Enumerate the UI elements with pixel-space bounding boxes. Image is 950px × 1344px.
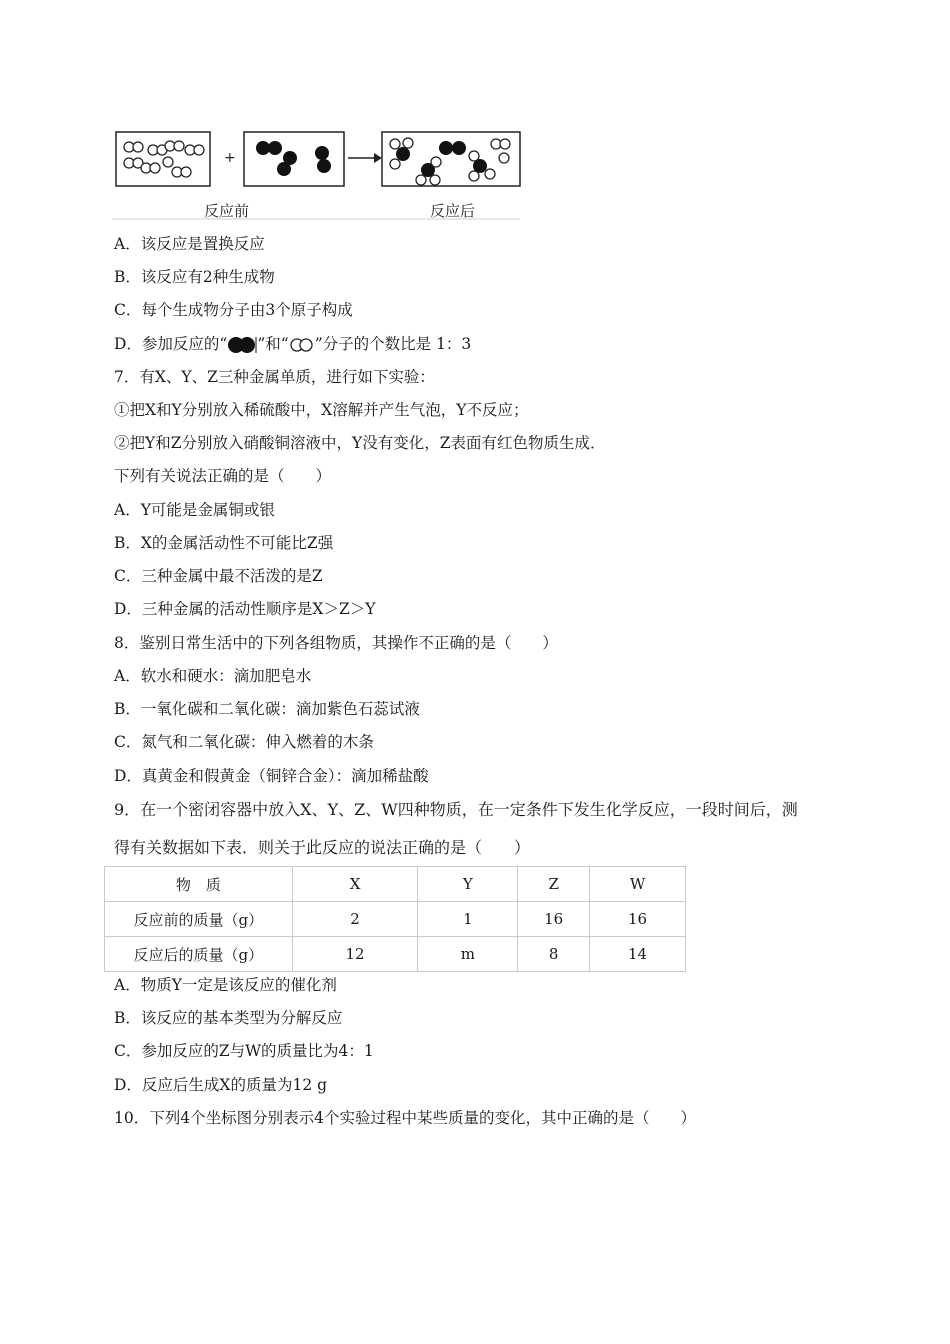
label-after: 反应后 xyxy=(430,202,476,220)
q8-option-d: D．真黄金和假黄金（铜锌合金）：滴加稀盐酸 xyxy=(114,767,429,785)
table-cell: 反应后的质量（g） xyxy=(105,937,293,972)
q8-option-a: A．软水和硬水：滴加肥皂水 xyxy=(114,667,312,685)
q8-stem: 8．鉴别日常生活中的下列各组物质，其操作不正确的是（ ） xyxy=(114,634,558,652)
q7-option-c: C．三种金属中最不活泼的是Z xyxy=(114,567,323,585)
hollow-molecule-icon xyxy=(289,336,315,354)
table-cell: 反应前的质量（g） xyxy=(105,902,293,937)
product-box xyxy=(382,132,520,186)
table-cell: m xyxy=(418,937,518,972)
q6-option-d-mid: ”和“ xyxy=(257,335,289,353)
q6-option-d-suffix: ”分子的个数比是 1：3 xyxy=(314,335,472,353)
q9-option-d: D．反应后生成X的质量为12 g xyxy=(114,1076,328,1094)
table-header-row xyxy=(105,867,686,902)
q7-question: 下列有关说法正确的是（ ） xyxy=(114,467,332,485)
q10-stem: 10．下列4个坐标图分别表示4个实验过程中某些质量的变化，其中正确的是（ ） xyxy=(114,1109,696,1127)
q7-step1: ①把X和Y分别放入稀硫酸中，X溶解并产生气泡，Y不反应； xyxy=(114,401,529,419)
q8-option-b: B．一氧化碳和二氧化碳：滴加紫色石蕊试液 xyxy=(114,700,420,718)
q6-option-d-prefix: D．参加反应的“ xyxy=(114,335,228,353)
table-cell: 16 xyxy=(590,902,686,937)
table-header-cell: W xyxy=(590,867,686,902)
table-cell: 16 xyxy=(518,902,590,937)
table-header-cell: Z xyxy=(518,867,590,902)
q7-stem: 7．有X、Y、Z三种金属单质，进行如下实验： xyxy=(114,368,435,386)
table-cell: 8 xyxy=(518,937,590,972)
reactant-box-2 xyxy=(244,132,344,186)
arrow-icon xyxy=(348,153,382,163)
q7-step2: ②把Y和Z分别放入硝酸铜溶液中，Y没有变化，Z表面有红色物质生成． xyxy=(114,434,606,452)
q7-option-d: D．三种金属的活动性顺序是X＞Z＞Y xyxy=(114,600,376,618)
table-row xyxy=(105,902,686,937)
label-before: 反应前 xyxy=(204,202,250,220)
q6-option-c: C．每个生成物分子由3个原子构成 xyxy=(114,301,353,319)
table-cell: 1 xyxy=(418,902,518,937)
q9-option-a: A．物质Y一定是该反应的催化剂 xyxy=(114,976,337,994)
q9-option-c: C．参加反应的Z与W的质量比为4：1 xyxy=(114,1042,374,1060)
reaction-diagram xyxy=(112,126,524,222)
filled-molecule-icon xyxy=(227,336,257,354)
q6-option-b: B．该反应有2种生成物 xyxy=(114,268,275,286)
q9-option-b: B．该反应的基本类型为分解反应 xyxy=(114,1009,343,1027)
q9-stem-line1: 9．在一个密闭容器中放入X、Y、Z、W四种物质，在一定条件下发生化学反应，一段时间后，测 xyxy=(114,800,798,819)
table-cell: 14 xyxy=(590,937,686,972)
table-row xyxy=(105,937,686,972)
q9-stem-line2: 得有关数据如下表．则关于此反应的说法正确的是（ ） xyxy=(114,838,531,857)
table-header-cell: 物 质 xyxy=(105,867,293,902)
reactant-box-1 xyxy=(116,132,210,186)
table-cell: 2 xyxy=(292,902,418,937)
plus-sign: + xyxy=(224,150,236,166)
q7-option-a: A．Y可能是金属铜或银 xyxy=(114,501,275,519)
q8-option-c: C．氮气和二氧化碳：伸入燃着的木条 xyxy=(114,733,374,751)
q7-option-b: B．X的金属活动性不可能比Z强 xyxy=(114,534,334,552)
mass-table xyxy=(104,866,686,972)
q6-option-d xyxy=(114,334,471,354)
table-header-cell: X xyxy=(292,867,418,902)
table-header-cell: Y xyxy=(418,867,518,902)
q6-option-a: A．该反应是置换反应 xyxy=(114,235,265,253)
table-cell: 12 xyxy=(292,937,418,972)
